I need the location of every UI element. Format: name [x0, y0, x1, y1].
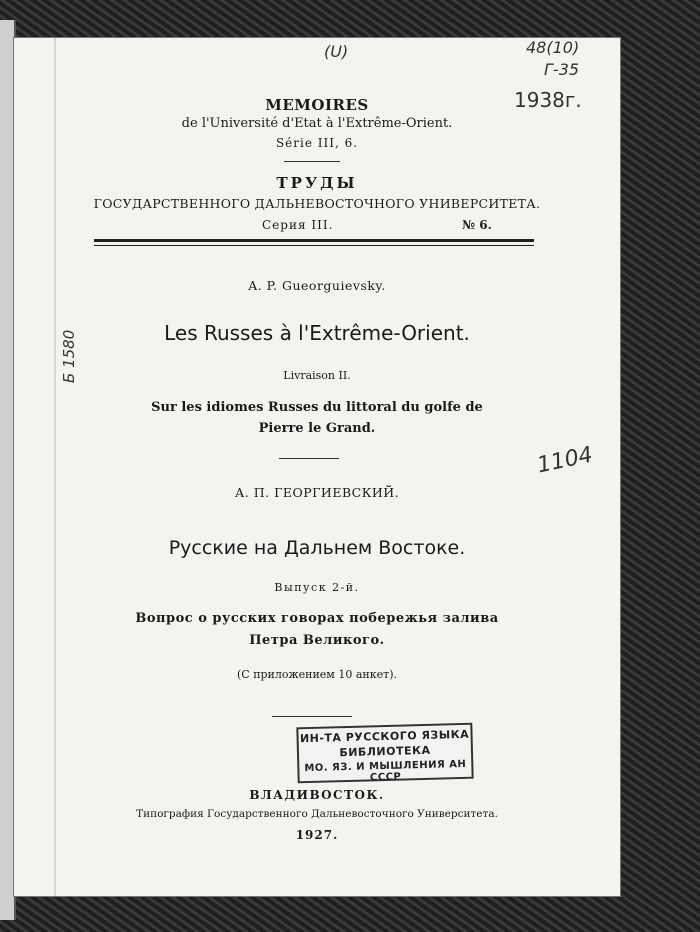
- handwritten-left-margin: Б 1580: [60, 329, 78, 383]
- french-title: Les Russes à l'Extrême-Orient.: [164, 321, 470, 345]
- french-livraison: Livraison II.: [283, 369, 351, 382]
- russian-subtitle-line2: Петра Великого.: [249, 633, 385, 648]
- header-memoires: MEMOIRES: [265, 96, 369, 114]
- handwritten-year: 1938г.: [514, 88, 582, 112]
- header-thick-rule: [94, 239, 534, 242]
- french-author: A. P. Gueorguievsky.: [248, 278, 386, 293]
- stamp-line-3: МО. ЯЗ. И МЫШЛЕНИЯ АН СССР: [304, 758, 467, 784]
- stamp-line-1: ИН-ТА РУССКОГО ЯЗЫКА: [299, 727, 470, 746]
- imprint-year: 1927.: [295, 828, 339, 842]
- russian-vypusk: Выпуск 2-й.: [274, 581, 360, 594]
- russian-subtitle-line1: Вопрос о русских говорах побережья залива: [135, 611, 499, 626]
- header-university-ru: ГОСУДАРСТВЕННОГО ДАЛЬНЕВОСТОЧНОГО УНИВЕРСИТЕТА.: [93, 196, 541, 211]
- handwritten-shelfmark-1: 48(10): [526, 38, 580, 57]
- handwritten-right-margin: 1104: [535, 442, 595, 479]
- russian-appendix: (С приложением 10 анкет).: [236, 668, 397, 681]
- header-divider: [284, 161, 340, 162]
- header-serie-fr: Série III, 6.: [275, 136, 359, 150]
- header-thin-rule: [94, 245, 534, 246]
- imprint-press: Типография Государственного Дальневосточного Университета.: [136, 808, 498, 820]
- imprint-divider: [272, 716, 352, 717]
- page-fold: [54, 38, 56, 896]
- imprint-city: ВЛАДИВОСТОК.: [249, 788, 385, 802]
- section-divider: [279, 458, 339, 459]
- handwritten-shelfmark-2: Г-35: [544, 60, 580, 79]
- title-page: [14, 38, 620, 896]
- french-subtitle-line2: Pierre le Grand.: [258, 421, 376, 436]
- russian-title: Русские на Дальнем Востоке.: [168, 537, 466, 559]
- stamp-line-2: БИБЛИОТЕКА: [339, 743, 431, 760]
- header-number-ru: № 6.: [462, 218, 492, 232]
- russian-author: А. П. ГЕОРГИЕВСКИЙ.: [234, 485, 400, 500]
- header-trudy: ТРУДЫ: [276, 174, 358, 192]
- header-university-fr: de l'Université d'Etat à l'Extrême-Orient.: [181, 116, 453, 131]
- handwritten-top-center: (U): [324, 42, 349, 61]
- library-stamp: [296, 723, 473, 784]
- french-subtitle-line1: Sur les idiomes Russes du littoral du golfe de: [151, 400, 483, 415]
- header-serie-ru: Серия III.: [262, 218, 334, 232]
